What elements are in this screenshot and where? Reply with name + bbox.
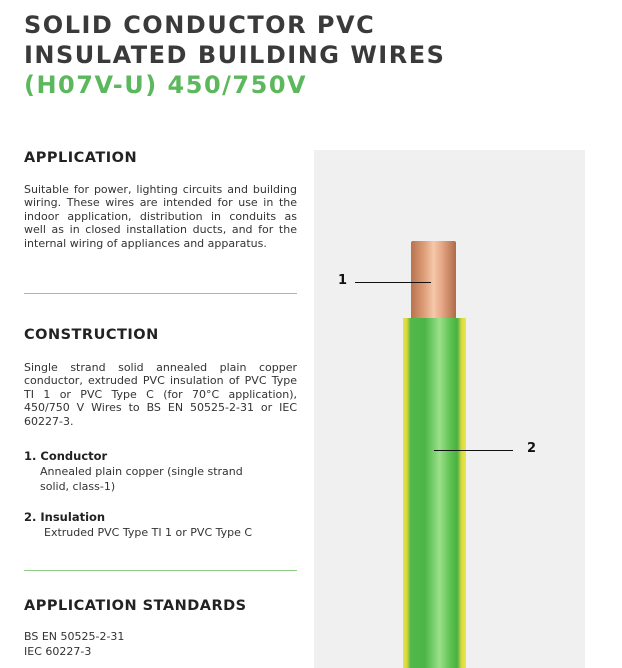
conductor-desc-line-1: Annealed plain copper (single strand [40, 465, 243, 478]
application-heading: APPLICATION [24, 150, 138, 166]
construction-text: Single strand solid annealed plain copper conductor, extruded PVC insulation of PVC Type TI 1 or PVC Type C (for 70°C application), 450/750 V Wires to BS EN 50525-2-31 or IEC 60227-3. [24, 361, 297, 428]
construction-heading: CONSTRUCTION [24, 327, 159, 343]
pvc-insulation [403, 318, 466, 668]
application-text: Suitable for power, lighting circuits and building wiring. These wires are intended for use in the indoor application, distribution in conduits as well as in closed installation ducts, and for the internal wiring of appliances and apparatus. [24, 183, 297, 250]
standard-item: IEC 60227-3 [24, 645, 92, 658]
insulation-title: 2. Insulation [24, 510, 106, 524]
title-line-1: SOLID CONDUCTOR PVC [24, 11, 376, 39]
conductor-desc-line-2: solid, class-1) [40, 480, 116, 493]
divider [24, 293, 297, 294]
conductor-title: 1. Conductor [24, 449, 108, 463]
insulation-leader-line [434, 450, 513, 451]
insulation-desc: Extruded PVC Type TI 1 or PVC Type C [44, 526, 253, 539]
insulation-marker: 2 [527, 441, 537, 456]
divider [24, 570, 297, 571]
standards-heading: APPLICATION STANDARDS [24, 598, 247, 614]
conductor-marker: 1 [338, 273, 348, 288]
page-title [24, 10, 445, 100]
title-line-2: INSULATED BUILDING WIRES [24, 41, 446, 69]
title-line-3: (H07V-U) 450/750V [24, 71, 308, 99]
conductor-leader-line [355, 282, 431, 283]
copper-conductor [411, 241, 456, 321]
standard-item: BS EN 50525-2-31 [24, 630, 125, 643]
